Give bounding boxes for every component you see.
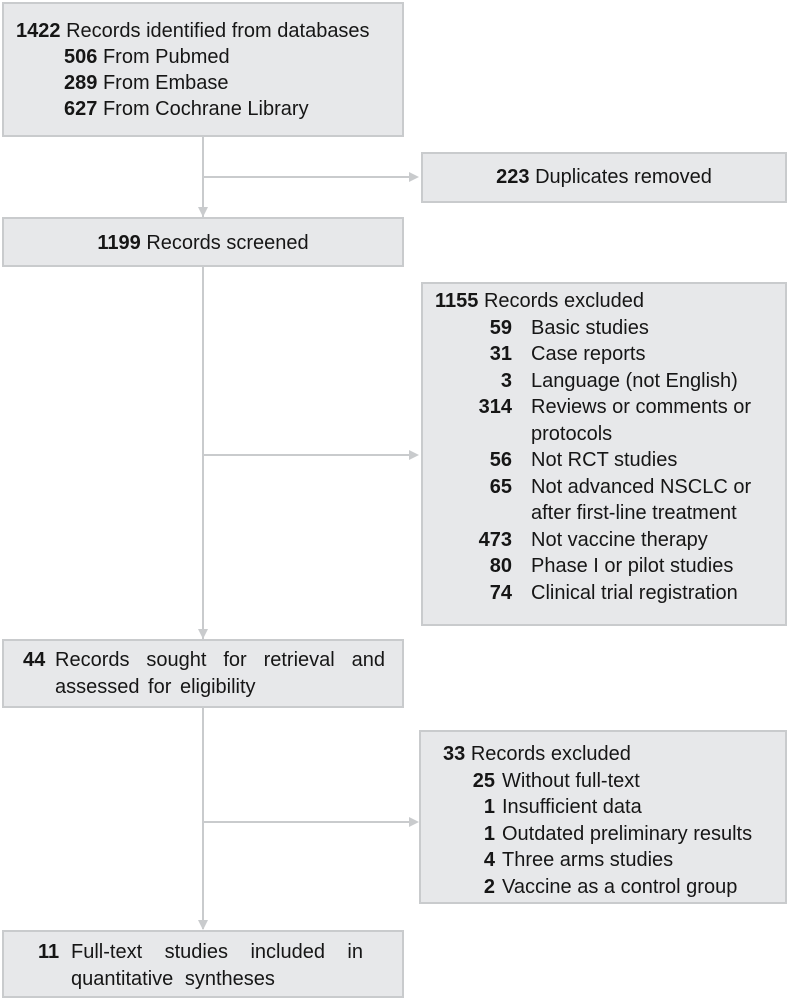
count: 1: [483, 796, 495, 818]
count: 289: [64, 72, 98, 94]
source-item: [64, 44, 230, 71]
label: Not vaccine therapy: [531, 528, 708, 551]
screened-box: [2, 217, 404, 267]
label-continued: after first-line treatment: [531, 502, 737, 524]
label: Records identified from databases: [66, 20, 370, 42]
retrieval-box: [2, 639, 404, 708]
arrow-down-icon: [198, 920, 208, 930]
label: Outdated preliminary results: [502, 822, 753, 845]
reason-item: [421, 874, 738, 901]
label-continued: protocols: [531, 422, 613, 445]
excluded-screening-box: [421, 282, 787, 626]
label: Insufficient data: [502, 796, 642, 818]
arrow-down-icon: [198, 207, 208, 217]
label: Basic studies: [531, 316, 649, 339]
label: From Pubmed: [102, 46, 230, 68]
count: 1155: [435, 290, 479, 312]
label: Without full-text: [502, 769, 640, 792]
label: Records sought for retrieval and assessed for eligibility: [55, 649, 385, 698]
source-item: [64, 70, 229, 97]
count: 506: [64, 46, 98, 68]
label: Case reports: [531, 343, 646, 365]
reason-item: [423, 553, 734, 580]
reason-item: [423, 580, 738, 607]
reason-item: [423, 368, 738, 395]
identified-box: [2, 2, 404, 137]
label: Records excluded: [470, 743, 631, 765]
label: Three arms studies: [502, 849, 674, 871]
reason-item: [423, 474, 752, 501]
count: 1: [483, 822, 495, 845]
label: Vaccine as a control group: [502, 875, 738, 898]
reason-item: [423, 394, 752, 421]
count: 1422: [16, 20, 61, 42]
count: 31: [489, 343, 512, 365]
count: 25: [472, 769, 495, 792]
count: 59: [489, 316, 512, 339]
label: Clinical trial registration: [531, 581, 738, 604]
count: 65: [489, 475, 512, 498]
label: Records excluded: [483, 290, 645, 312]
count: 33: [443, 743, 466, 765]
count: 80: [489, 555, 512, 577]
label: From Cochrane Library: [102, 98, 309, 120]
reason-item: [423, 341, 646, 368]
reason-item: [421, 794, 642, 821]
label: Phase I or pilot studies: [531, 555, 734, 577]
label: Language (not English): [531, 369, 738, 392]
label: Records screened: [146, 232, 309, 254]
duplicates-box: [421, 152, 787, 203]
arrow-right-icon: [409, 817, 419, 827]
reason-item: [421, 821, 753, 848]
connector-excluded-eligibility: [202, 821, 410, 823]
label: From Embase: [102, 72, 229, 94]
reason-item: [423, 315, 649, 342]
count: 56: [489, 449, 512, 471]
count: 2: [483, 875, 495, 898]
label: Reviews or comments or: [531, 396, 752, 418]
source-item: [64, 96, 309, 123]
excluded-total: [435, 288, 644, 315]
reason-item: [421, 847, 674, 874]
included-box: [2, 930, 404, 998]
count: 44: [23, 649, 46, 671]
count: 4: [483, 849, 495, 871]
label: Not advanced NSCLC or: [531, 475, 752, 498]
count: 314: [478, 396, 512, 418]
excluded-total: [443, 741, 631, 768]
arrow-right-icon: [409, 172, 419, 182]
count: 3: [500, 369, 512, 392]
count: 1199: [97, 232, 141, 254]
arrow-right-icon: [409, 450, 419, 460]
count: 473: [478, 528, 512, 551]
arrow-down-icon: [198, 629, 208, 639]
connector-excluded-screening: [202, 454, 410, 456]
reason-item: [423, 527, 708, 554]
reason-item: [423, 447, 678, 474]
count: 627: [64, 98, 98, 120]
label: Not RCT studies: [531, 449, 678, 471]
connector-duplicates: [202, 176, 410, 178]
reason-item: [421, 768, 640, 795]
label: Duplicates removed: [535, 166, 712, 188]
count: 223: [496, 166, 530, 188]
count: 11: [38, 941, 60, 963]
identified-total: [16, 18, 370, 45]
count: 74: [489, 581, 512, 604]
excluded-eligibility-box: [419, 730, 787, 904]
label: Full-text studies included in quantitative syntheses: [71, 941, 363, 990]
